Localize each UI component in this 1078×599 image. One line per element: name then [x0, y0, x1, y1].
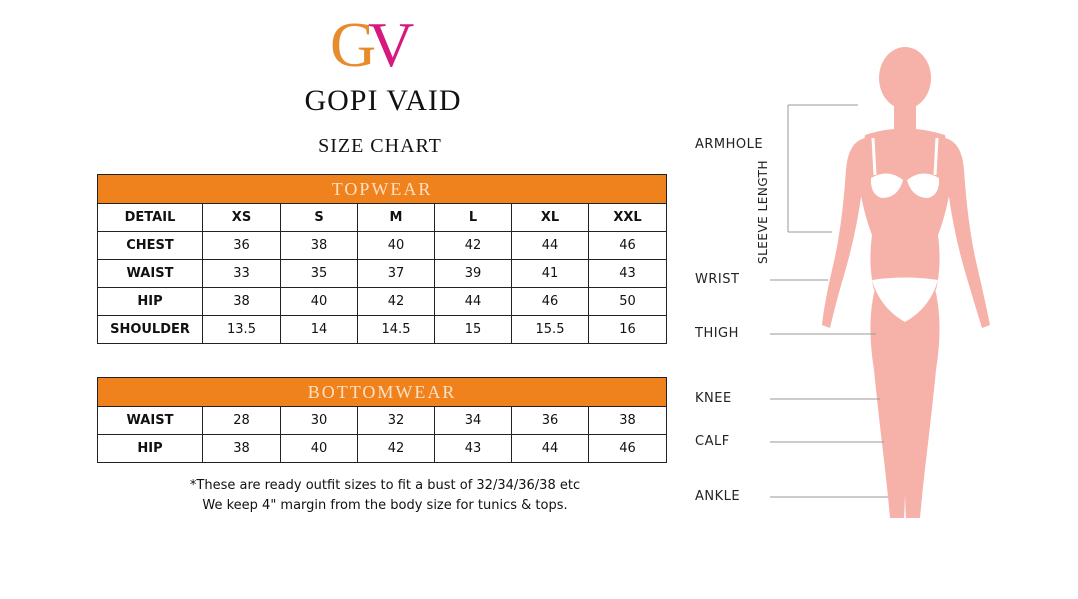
table-row: [98, 260, 667, 288]
table-cell: 46: [512, 288, 589, 316]
table-cell: 38: [589, 407, 667, 435]
table-header-row: [98, 204, 667, 232]
topwear-table: [97, 174, 667, 344]
table-cell: 39: [435, 260, 512, 288]
table-cell: 36: [203, 232, 281, 260]
table-cell: 46: [589, 232, 667, 260]
thigh-label: THIGH: [695, 326, 739, 341]
topwear-banner: TOPWEAR: [98, 175, 667, 204]
column-header: DETAIL: [98, 204, 203, 232]
table-cell: 14.5: [358, 316, 435, 344]
table-row: [98, 407, 667, 435]
table-cell: 44: [512, 232, 589, 260]
calf-label: CALF: [695, 434, 730, 449]
table-cell: 34: [435, 407, 512, 435]
body-figure-illustration: [770, 40, 1070, 530]
table-cell: 37: [358, 260, 435, 288]
table-cell: 50: [589, 288, 667, 316]
column-header: L: [435, 204, 512, 232]
bottomwear-banner: BOTTOMWEAR: [98, 378, 667, 407]
row-label: HIP: [98, 435, 203, 463]
knee-label: KNEE: [695, 391, 732, 406]
table-cell: 38: [281, 232, 358, 260]
column-header: S: [281, 204, 358, 232]
brand-name: GOPI VAID: [304, 84, 462, 117]
table-cell: 40: [281, 435, 358, 463]
page-title: SIZE CHART: [318, 135, 442, 157]
table-cell: 43: [589, 260, 667, 288]
table-cell: 40: [358, 232, 435, 260]
table-cell: 44: [512, 435, 589, 463]
table-cell: 40: [281, 288, 358, 316]
column-header: M: [358, 204, 435, 232]
table-cell: 43: [435, 435, 512, 463]
table-cell: 41: [512, 260, 589, 288]
table-cell: 42: [435, 232, 512, 260]
table-cell: 30: [281, 407, 358, 435]
row-label: WAIST: [98, 407, 203, 435]
row-label: SHOULDER: [98, 316, 203, 344]
sleeve-length-label: SLEEVE LENGTH: [756, 159, 770, 264]
table-cell: 38: [203, 435, 281, 463]
row-label: CHEST: [98, 232, 203, 260]
note-line-1: *These are ready outfit sizes to fit a bust of 32/34/36/38 etc: [189, 478, 581, 493]
column-header: XL: [512, 204, 589, 232]
table-row: [98, 316, 667, 344]
table-cell: 33: [203, 260, 281, 288]
row-label: HIP: [98, 288, 203, 316]
table-cell: 44: [435, 288, 512, 316]
table-cell: 14: [281, 316, 358, 344]
table-cell: 38: [203, 288, 281, 316]
table-cell: 13.5: [203, 316, 281, 344]
column-header: XS: [203, 204, 281, 232]
armhole-label: ARMHOLE: [695, 137, 764, 152]
row-label: WAIST: [98, 260, 203, 288]
bottomwear-table: [97, 377, 667, 463]
svg-text:V: V: [368, 9, 415, 74]
brand-logo: [330, 8, 430, 74]
table-row: [98, 435, 667, 463]
table-cell: 15: [435, 316, 512, 344]
ankle-label: ANKLE: [695, 489, 741, 504]
table-cell: 42: [358, 435, 435, 463]
table-cell: 42: [358, 288, 435, 316]
table-cell: 32: [358, 407, 435, 435]
table-row: [98, 232, 667, 260]
table-cell: 35: [281, 260, 358, 288]
table-cell: 16: [589, 316, 667, 344]
svg-text:G: G: [330, 9, 377, 74]
note-line-2: We keep 4" margin from the body size for tunics & tops.: [202, 498, 568, 513]
table-row: [98, 288, 667, 316]
table-cell: 28: [203, 407, 281, 435]
table-cell: 46: [589, 435, 667, 463]
column-header: XXL: [589, 204, 667, 232]
wrist-label: WRIST: [695, 272, 740, 287]
table-cell: 15.5: [512, 316, 589, 344]
table-cell: 36: [512, 407, 589, 435]
